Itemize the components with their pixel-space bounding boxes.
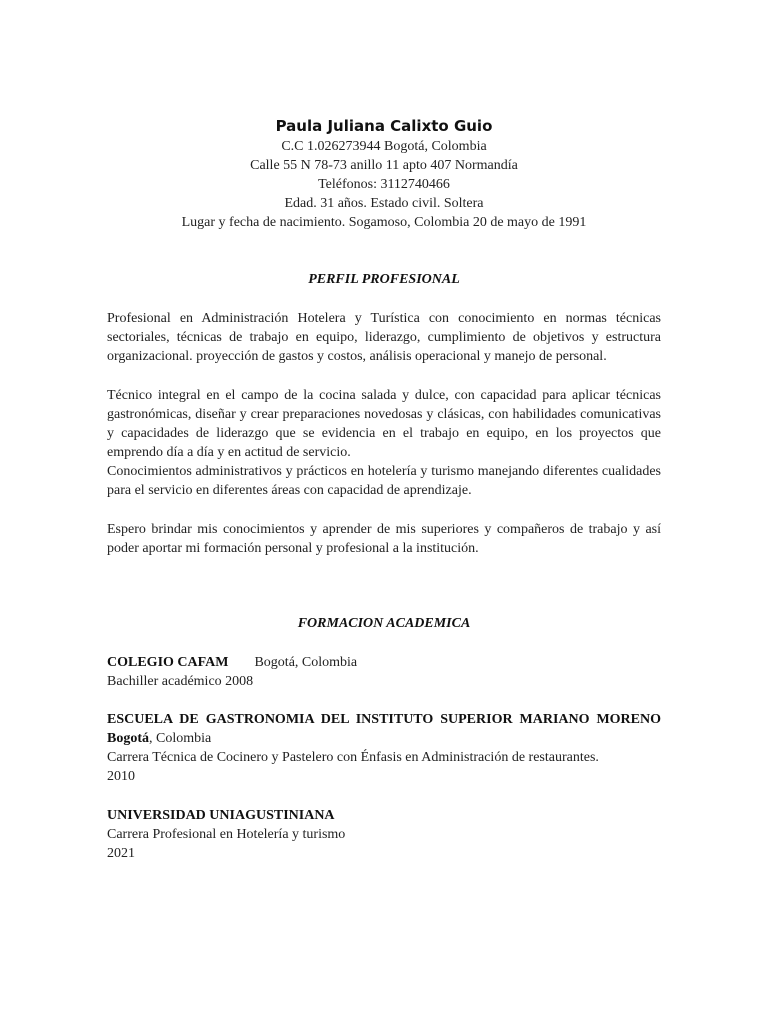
institution-name: ESCUELA DE GASTRONOMIA DEL INSTITUTO SUPERIOR MARIANO MORENO Bogotá — [107, 712, 661, 746]
id-line: C.C 1.026273944 Bogotá, Colombia — [281, 139, 487, 154]
perfil-paragraph-2 — [107, 386, 661, 500]
birth-line: Lugar y fecha de nacimiento. Sogamoso, Colombia 20 de mayo de 1991 — [181, 215, 587, 230]
education-entry — [107, 806, 661, 863]
perfil-paragraph-2-text: Técnico integral en el campo de la cocina salada y dulce, con capacidad para aplicar técnicas gastronómicas, diseñar y crear preparaciones novedosas y clásicas, con habilidades comunicativas y capacidades de liderazgo que se evidencia en el trabajo en equipo, en los proyectos que emprendo día a día y en actitud de servicio. — [107, 388, 661, 460]
perfil-section-title: PERFIL PROFESIONAL — [308, 272, 460, 287]
education-detail: Bachiller académico 2008 — [107, 674, 254, 689]
institution-location: , Colombia — [149, 731, 212, 746]
institution-name: COLEGIO CAFAM — [107, 655, 229, 670]
perfil-paragraph-1: Profesional en Administración Hotelera y Turística con conocimiento en normas técnicas sectoriales, técnicas de trabajo en equipo, liderazgo, cumplimiento de objetivos y estructura organizacional. proyección de gastos y costos, análisis operacional y manejo de personal. — [107, 311, 661, 364]
institution-location: Bogotá, Colombia — [254, 655, 358, 670]
education-detail: Carrera Técnica de Cocinero y Pastelero con Énfasis en Administración de restaurantes. — [107, 750, 599, 765]
education-detail: Carrera Profesional en Hotelería y turismo — [107, 827, 346, 842]
education-year: 2010 — [107, 769, 135, 784]
education-year: 2021 — [107, 846, 135, 861]
education-entry — [107, 653, 661, 691]
perfil-paragraph-3-text: Conocimientos administrativos y prácticos en hotelería y turismo manejando diferentes cualidades para el servicio en diferentes áreas con capacidad de aprendizaje. — [107, 464, 661, 498]
cv-header — [0, 116, 768, 232]
phone-line: Teléfonos: 3112740466 — [318, 177, 450, 192]
candidate-name: Paula Juliana Calixto Guio — [275, 117, 493, 135]
age-status-line: Edad. 31 años. Estado civil. Soltera — [284, 196, 484, 211]
institution-name: UNIVERSIDAD UNIAGUSTINIANA — [107, 808, 335, 823]
address-line: Calle 55 N 78-73 anillo 11 apto 407 Normandía — [250, 158, 518, 173]
formacion-section-title: FORMACION ACADEMICA — [297, 616, 471, 631]
education-entry — [107, 710, 661, 786]
perfil-paragraph-4: Espero brindar mis conocimientos y aprender de mis superiores y compañeros de trabajo y así poder aportar mi formación personal y profesional a la institución. — [107, 522, 661, 556]
